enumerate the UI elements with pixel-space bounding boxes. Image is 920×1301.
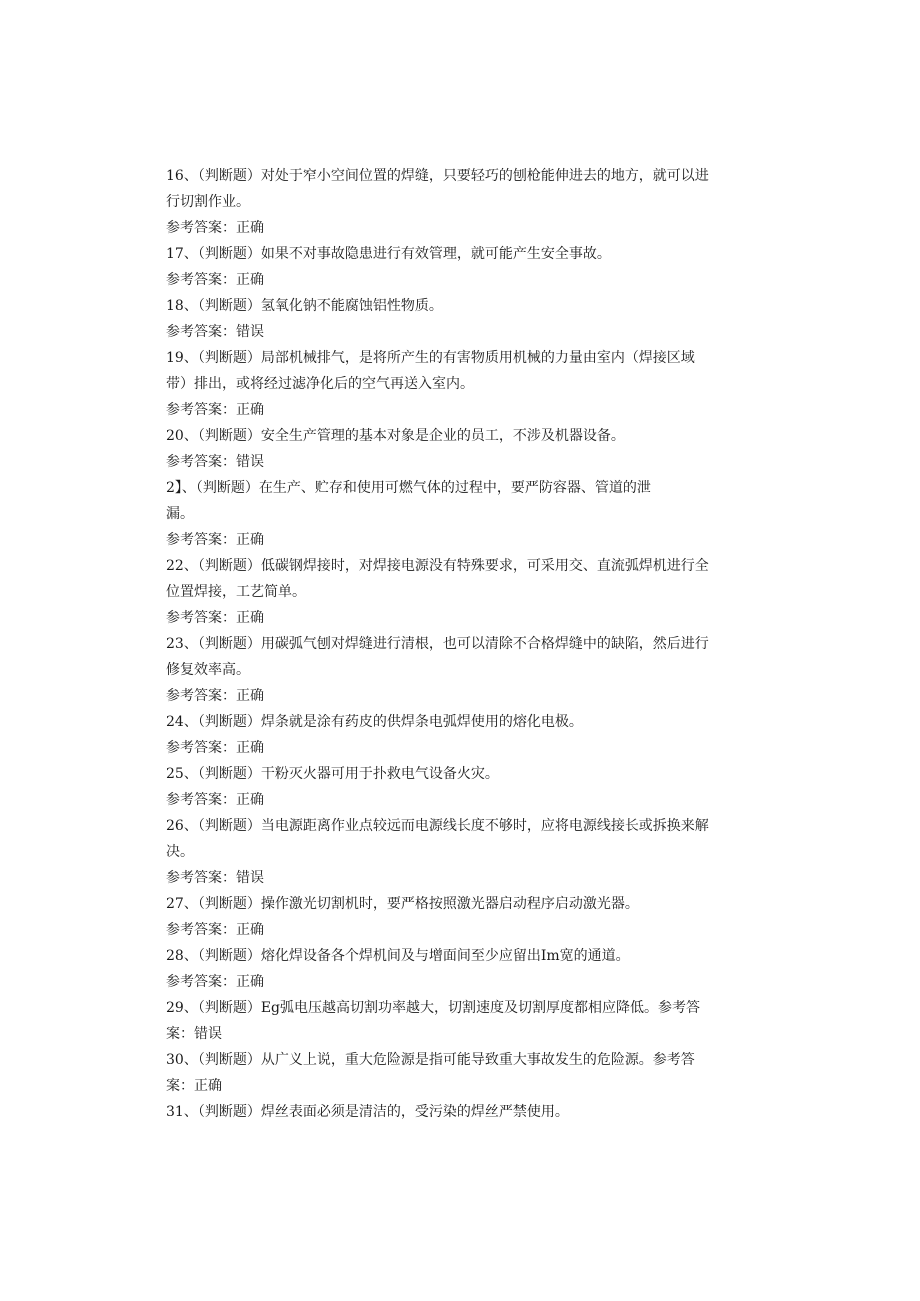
- answer-line: 参考答案：正确: [166, 272, 264, 288]
- text-line: 18、（判断题）氢氧化钠不能腐蚀铝性物质。: [166, 298, 443, 314]
- text-line: 30、（判断题）从广义上说，重大危险源是指可能导致重大事故发生的危险源。参考答: [166, 1052, 695, 1068]
- answer-line: 参考答案：错误: [166, 454, 264, 470]
- text-line: 修复效率高。: [166, 662, 250, 678]
- answer-line: 参考答案：正确: [166, 792, 264, 808]
- text-line: 2】、（判断题）在生产、贮存和使用可燃气体的过程中，要严防容器、管道的泄: [166, 480, 651, 496]
- text-line: 25、（判断题）干粉灭火器可用于扑救电气设备火灾。: [166, 766, 499, 782]
- text-line: 决。: [166, 844, 194, 860]
- text-line: 28、（判断题）熔化焊设备各个焊机间及与增面间至少应留出Im宽的通道。: [166, 948, 630, 964]
- answer-line: 参考答案：正确: [166, 974, 264, 990]
- text-line: 案：正确: [166, 1078, 222, 1094]
- text-line: 26、（判断题）当电源距离作业点较远而电源线长度不够时，应将电源线接长或拆换来解: [166, 818, 709, 834]
- text-line: 24、（判断题）焊条就是涂有药皮的供焊条电弧焊使用的熔化电极。: [166, 714, 583, 730]
- answer-line: 参考答案：错误: [166, 870, 264, 886]
- text-line: 带）排出，或将经过滤净化后的空气再送入室内。: [166, 376, 474, 392]
- answer-line: 参考答案：正确: [166, 402, 264, 418]
- text-line: 行切割作业。: [166, 194, 250, 210]
- text-line: 19、（判断题）局部机械排气，是将所产生的有害物质用机械的力量由室内（焊接区域: [166, 350, 695, 366]
- text-line: 27、（判断题）操作激光切割机时，要严格按照激光器启动程序启动激光器。: [166, 896, 639, 912]
- text-line: 22、（判断题）低碳钢焊接时，对焊接电源没有特殊要求，可采用交、直流弧焊机进行全: [166, 558, 709, 574]
- text-line: 31、（判断题）焊丝表面必须是清洁的，受污染的焊丝严禁使用。: [166, 1104, 569, 1120]
- text-line: 漏。: [166, 506, 194, 522]
- answer-line: 参考答案：正确: [166, 922, 264, 938]
- text-line: 29、（判断题）Eg弧电压越高切割功率越大，切割速度及切割厚度都相应降低。参考答: [166, 1000, 700, 1016]
- text-line: 20、（判断题）安全生产管理的基本对象是企业的员工，不涉及机器设备。: [166, 428, 625, 444]
- answer-line: 参考答案：错误: [166, 324, 264, 340]
- answer-line: 参考答案：正确: [166, 610, 264, 626]
- answer-line: 参考答案：正确: [166, 740, 264, 756]
- answer-line: 参考答案：正确: [166, 220, 264, 236]
- text-line: 23、（判断题）用碳弧气刨对焊缝进行清根，也可以清除不合格焊缝中的缺陷，然后进行: [166, 636, 709, 652]
- answer-line: 参考答案：正确: [166, 688, 264, 704]
- text-line: 位置焊接，工艺简单。: [166, 584, 306, 600]
- answer-line: 参考答案：正确: [166, 532, 264, 548]
- text-line: 16、（判断题）对处于窄小空间位置的焊缝，只要轻巧的刨枪能伸进去的地方，就可以进: [166, 168, 709, 184]
- text-line: 17、（判断题）如果不对事故隐患进行有效管理，就可能产生安全事故。: [166, 246, 611, 262]
- text-line: 案：错误: [166, 1026, 222, 1042]
- document-page: [166, 163, 746, 1125]
